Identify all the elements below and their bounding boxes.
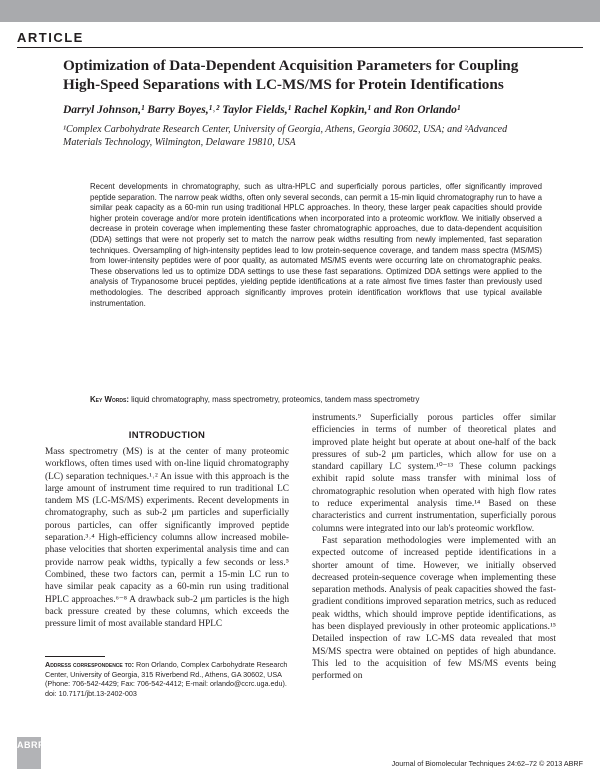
journal-footer: Journal of Biomolecular Techniques 24:62–72 © 2013 ABRF [391,759,583,768]
doi: doi: 10.7171/jbt.13-2402-003 [45,688,137,698]
affiliations: ¹Complex Carbohydrate Research Center, University of Georgia, Athens, Georgia 30602, USA; and ²Advanced Materials Technology, Wilmington, Delaware 19810, USA [63,124,508,148]
left-column [45,446,289,630]
section-label: ARTICLE [17,30,84,45]
correspondence-text: Ron Orlando, Complex Carbohydrate Research Center, University of Georgia, 315 Riverbend Rd., Athens, GA 30602, USA (Phone: 706-542-4429; Fax: 706-542-4412; E-mail: orlando@ccrc.uga.edu). [45,660,288,689]
correspondence-block [45,660,289,698]
correspondence-label: Address correspondence to: [45,660,134,669]
header-rule [17,47,583,48]
author-list: Darryl Johnson,¹ Barry Boyes,¹˒² Taylor Fields,¹ Rachel Kopkin,¹ and Ron Orlando¹ [63,104,461,116]
top-header-bar [0,0,600,22]
intro-paragraph-right-1: instruments.⁹ Superficially porous particles offer similar efficiencies in terms of number of theoretical plates and improved plate height but operate at about one-half of the back pressures of sub-2 μm particles, which allow for use on a standard capillary LC system.¹⁰⁻¹³ These column packings exhibit rapid solute mass transfer with minimal loss of chromatographic resolution when operated with high flow rates to reduce experimental analysis time.¹⁴ Based on these characteristics and current instrumentation, superficially porous columns were integrated into our lab's proteomic workflow. [312,413,556,534]
keywords-text: liquid chromatography, mass spectrometry, proteomics, tandem mass spectrometry [131,395,420,404]
keywords-label: Key Words: [90,395,129,404]
abstract: Recent developments in chromatography, such as ultra-HPLC and superficially porous particles, offer significantly improved peptide separation. The narrow peak widths, often only several seconds, can permit a 15-min liquid chromatography run to have a similar peak capacity as a 60-min run using traditional HPLC approaches. In theory, these larger peak capacities should provide higher protein coverage and/or more protein identifications when incorporated into a proteomic workflow. We initially observed a decrease in protein coverage when implementing these faster chromatographic approaches, due to data-dependent acquisition (DDA) settings that were not properly set to match the narrow peak widths resulting from newly implemented, fast separation techniques. Oversampling of high-intensity peptides lead to low protein-sequence coverage, and tandem mass spectra (MS/MS) from lower-intensity peptides were of poor quality, as automated MS/MS events were occurring late on chromatographic peaks. These observations led us to optimize DDA settings to use these fast separations. Optimized DDA settings were applied to the analysis of Trypanosome brucei peptides, yielding peptide identifications at a rate almost five times faster than previously used methodologies. The described approach significantly improves protein identification workflows that use typical available instrumentation. [90,182,542,308]
keywords [90,395,542,404]
abrf-logo: ABRF [17,737,41,769]
article-title: Optimization of Data-Dependent Acquisition Parameters for Coupling High-Speed Separations with LC-MS/MS for Protein Identifications [63,57,519,93]
introduction-heading: INTRODUCTION [128,430,206,441]
correspondence-rule [45,656,105,657]
right-column [312,412,556,683]
intro-paragraph-left: Mass spectrometry (MS) is at the center of many proteomic workflows, often times used with on-line liquid chromatography (LC) separation techniques.¹˒² An issue with this approach is the large amount of instrument time required to run traditional LC tandem MS (LC-MS/MS) experiments. Recent developments in chromatography, such as sub-2 μm particles and superficially porous particles, can offer significantly improved peptide separation.³˒⁴ High-efficiency columns allow increased mobile-phase velocities that shorten experimental analysis time and can provide narrow peak widths, typically a few seconds or less.⁵ Combined, these two factors can, permit a 15-min LC run to have similar peak capacity as a 60-min run using traditional HPLC approaches.⁶⁻⁸ A drawback sub-2 μm particles is the high back pressure created by these columns, which exceeds the pressure limit of most available standard HPLC [45,447,289,630]
intro-paragraph-right-2: Fast separation methodologies were implemented with an expected outcome of increased peptide identifications in a shorter amount of time. However, we initially observed decreased protein-sequence coverage when implementing these separation methods. Analysis of peak capacities showed the fast-gradient conditions improved separation metrics, such as reduced peak widths, which should improve peptide identifications, as has been displayed previously in other proteomic applications.¹⁵ Detailed inspection of raw LC-MS data revealed that most MS/MS spectra were obtained on peptides of high abundance. This led to the acquisition of few MS/MS events being performed on [312,535,556,682]
